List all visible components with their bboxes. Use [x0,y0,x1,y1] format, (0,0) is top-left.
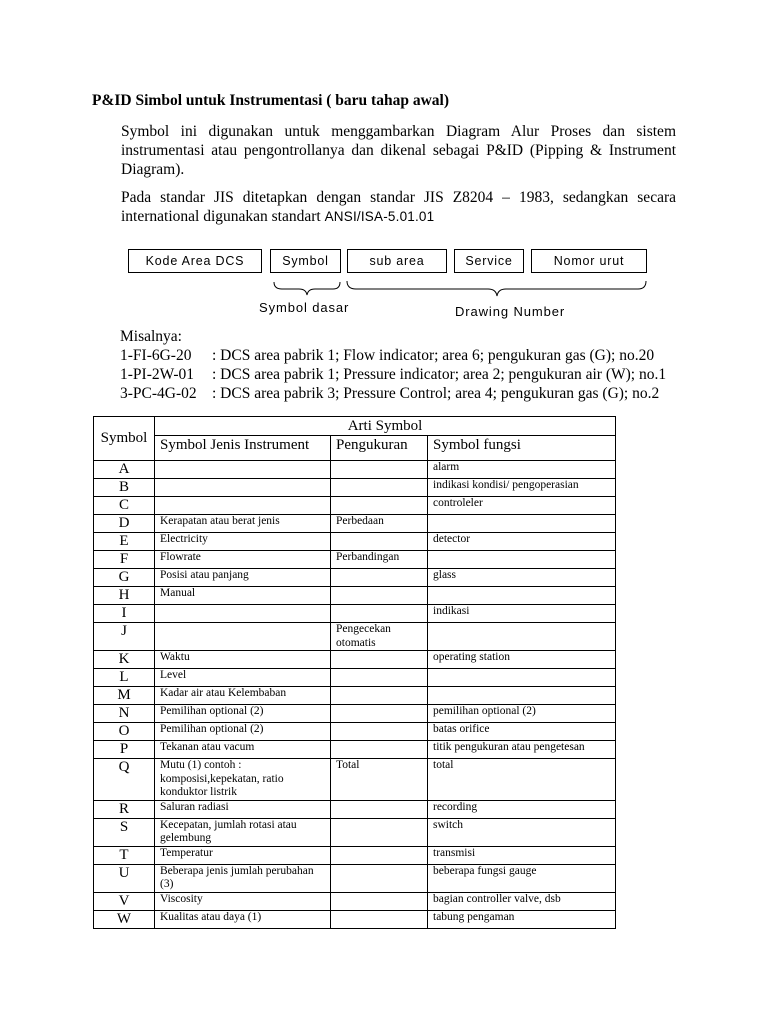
table-row [94,533,616,551]
symbol-table-body [94,461,616,929]
symbol-letter-cell: Q [94,759,155,801]
symbol-letter-cell: C [94,497,155,515]
header-symbol-fungsi: Symbol fungsi [428,436,616,461]
symbol-letter-cell: N [94,705,155,723]
symbol-letter-cell: R [94,800,155,818]
table-row [94,497,616,515]
symbol-fungsi-cell: alarm [428,461,616,479]
table-row [94,864,616,892]
symbol-letter-cell: O [94,723,155,741]
example-row [120,384,666,403]
symbol-fungsi-cell: pemilihan optional (2) [428,705,616,723]
jenis-instrument-cell: Kadar air atau Kelembaban [155,687,331,705]
pengukuran-cell [331,461,428,479]
pengukuran-cell [331,723,428,741]
intro-paragraph-2-text: Pada standar JIS ditetapkan dengan standar JIS Z8204 – 1983, sedangkan secara international digunakan standart [121,189,676,225]
symbol-fungsi-cell: detector [428,533,616,551]
table-row [94,910,616,928]
drawing-number-label: Drawing Number [455,304,566,319]
pengukuran-cell: Total [331,759,428,801]
jenis-instrument-cell: Viscosity [155,892,331,910]
symbol-fungsi-cell: controleler [428,497,616,515]
example-code: 3-PC-4G-02 [120,385,197,402]
header-jenis-instrument: Symbol Jenis Instrument [155,436,331,461]
table-row [94,551,616,569]
symbol-letter-cell: E [94,533,155,551]
jenis-instrument-cell [155,461,331,479]
table-row [94,687,616,705]
header-pengukuran: Pengukuran [331,436,428,461]
pengukuran-cell: Perbandingan [331,551,428,569]
header-symbol: Symbol [94,417,155,461]
examples-heading: Misalnya: [120,328,182,345]
jenis-instrument-cell: Temperatur [155,846,331,864]
table-row [94,669,616,687]
symbol-fungsi-cell: glass [428,569,616,587]
symbol-fungsi-cell: batas orifice [428,723,616,741]
pengukuran-cell [331,651,428,669]
jenis-instrument-cell [155,497,331,515]
jenis-instrument-cell: Waktu [155,651,331,669]
symbol-fungsi-cell: operating station [428,651,616,669]
jenis-instrument-cell: Pemilihan optional (2) [155,705,331,723]
jenis-instrument-cell [155,623,331,651]
pengukuran-cell [331,479,428,497]
jenis-instrument-cell: Kualitas atau daya (1) [155,910,331,928]
pengukuran-cell [331,569,428,587]
pengukuran-cell [331,864,428,892]
symbol-letter-cell: P [94,741,155,759]
table-row [94,759,616,801]
example-row [120,346,666,365]
pengukuran-cell [331,846,428,864]
table-row [94,818,616,846]
pengukuran-cell [331,800,428,818]
pengukuran-cell [331,910,428,928]
symbol-fungsi-cell: indikasi [428,605,616,623]
symbol-fungsi-cell: transmisi [428,846,616,864]
symbol-letter-cell: W [94,910,155,928]
jenis-instrument-cell: Tekanan atau vacum [155,741,331,759]
jenis-instrument-cell: Posisi atau panjang [155,569,331,587]
symbol-letter-cell: I [94,605,155,623]
table-row [94,515,616,533]
symbol-dasar-label: Symbol dasar [259,300,350,315]
symbol-fungsi-cell: tabung pengaman [428,910,616,928]
jenis-instrument-cell [155,605,331,623]
header-arti-symbol: Arti Symbol [155,417,616,436]
symbol-fungsi-cell [428,551,616,569]
jenis-instrument-cell: Mutu (1) contoh : komposisi,kepekatan, ratio konduktor listrik [155,759,331,801]
page-title: P&ID Simbol untuk Instrumentasi ( baru tahap awal) [92,92,449,109]
example-desc: : DCS area pabrik 3; Pressure Control; area 4; pengukuran gas (G); no.2 [212,385,660,402]
symbol-letter-cell: V [94,892,155,910]
symbol-fungsi-cell: titik pengukuran atau pengetesan [428,741,616,759]
symbol-fungsi-cell [428,687,616,705]
symbol-fungsi-cell: bagian controller valve, dsb [428,892,616,910]
jenis-instrument-cell: Level [155,669,331,687]
pengukuran-cell [331,587,428,605]
example-row [120,365,666,384]
jenis-instrument-cell [155,479,331,497]
box-sub-area: sub area [347,249,447,273]
symbol-fungsi-cell [428,587,616,605]
symbol-letter-cell: B [94,479,155,497]
pengukuran-cell [331,533,428,551]
pengukuran-cell [331,741,428,759]
symbol-fungsi-cell [428,669,616,687]
example-desc: : DCS area pabrik 1; Pressure indicator; area 2; pengukuran air (W); no.1 [212,366,667,383]
table-row [94,651,616,669]
drawing-number-brace [347,281,646,296]
symbol-letter-cell: K [94,651,155,669]
jenis-instrument-cell: Kecepatan, jumlah rotasi atau gelembung [155,818,331,846]
example-code: 1-PI-2W-01 [120,366,195,383]
ansi-standard: ANSI/ISA-5.01.01 [324,209,435,224]
symbol-letter-cell: H [94,587,155,605]
symbol-dasar-brace [274,282,340,295]
symbol-letter-cell: G [94,569,155,587]
table-row [94,623,616,651]
jenis-instrument-cell: Pemilihan optional (2) [155,723,331,741]
table-row [94,587,616,605]
pengukuran-cell [331,497,428,515]
pengukuran-cell [331,705,428,723]
table-row [94,723,616,741]
table-row [94,605,616,623]
box-service: Service [454,249,524,273]
jenis-instrument-cell: Kerapatan atau berat jenis [155,515,331,533]
symbol-letter-cell: F [94,551,155,569]
table-row [94,461,616,479]
jenis-instrument-cell: Flowrate [155,551,331,569]
symbol-letter-cell: U [94,864,155,892]
pengukuran-cell [331,818,428,846]
table-row [94,741,616,759]
box-nomor-urut: Nomor urut [531,249,647,273]
jenis-instrument-cell: Beberapa jenis jumlah perubahan (3) [155,864,331,892]
table-row [94,479,616,497]
symbol-letter-cell: J [94,623,155,651]
pengukuran-cell [331,892,428,910]
box-symbol: Symbol [270,249,341,273]
box-kode-area-dcs: Kode Area DCS [128,249,262,273]
symbol-letter-cell: T [94,846,155,864]
symbol-fungsi-cell: indikasi kondisi/ pengoperasian [428,479,616,497]
jenis-instrument-cell: Manual [155,587,331,605]
symbol-fungsi-cell: switch [428,818,616,846]
pengukuran-cell [331,687,428,705]
intro-paragraph-1: Symbol ini digunakan untuk menggambarkan Diagram Alur Proses dan sistem instrumentasi atau pengontrollanya dan dikenal sebagai P&ID (Pipping & Instrument Diagram). [121,123,676,178]
jenis-instrument-cell: Saluran radiasi [155,800,331,818]
symbol-fungsi-cell [428,623,616,651]
table-row [94,800,616,818]
pengukuran-cell: Perbedaan [331,515,428,533]
example-code: 1-FI-6G-20 [120,347,192,364]
pengukuran-cell: Pengecekan otomatis [331,623,428,651]
example-desc: : DCS area pabrik 1; Flow indicator; area 6; pengukuran gas (G); no.20 [212,347,655,364]
table-row [94,705,616,723]
diagram-braces [0,0,768,320]
symbol-letter-cell: A [94,461,155,479]
symbol-letter-cell: D [94,515,155,533]
symbol-table [93,416,616,929]
table-row [94,846,616,864]
pengukuran-cell [331,669,428,687]
symbol-fungsi-cell [428,515,616,533]
symbol-fungsi-cell: recording [428,800,616,818]
table-row [94,569,616,587]
symbol-letter-cell: M [94,687,155,705]
table-row [94,892,616,910]
symbol-letter-cell: L [94,669,155,687]
symbol-fungsi-cell: total [428,759,616,801]
examples-block [120,327,666,403]
jenis-instrument-cell: Electricity [155,533,331,551]
symbol-letter-cell: S [94,818,155,846]
pengukuran-cell [331,605,428,623]
symbol-fungsi-cell: beberapa fungsi gauge [428,864,616,892]
